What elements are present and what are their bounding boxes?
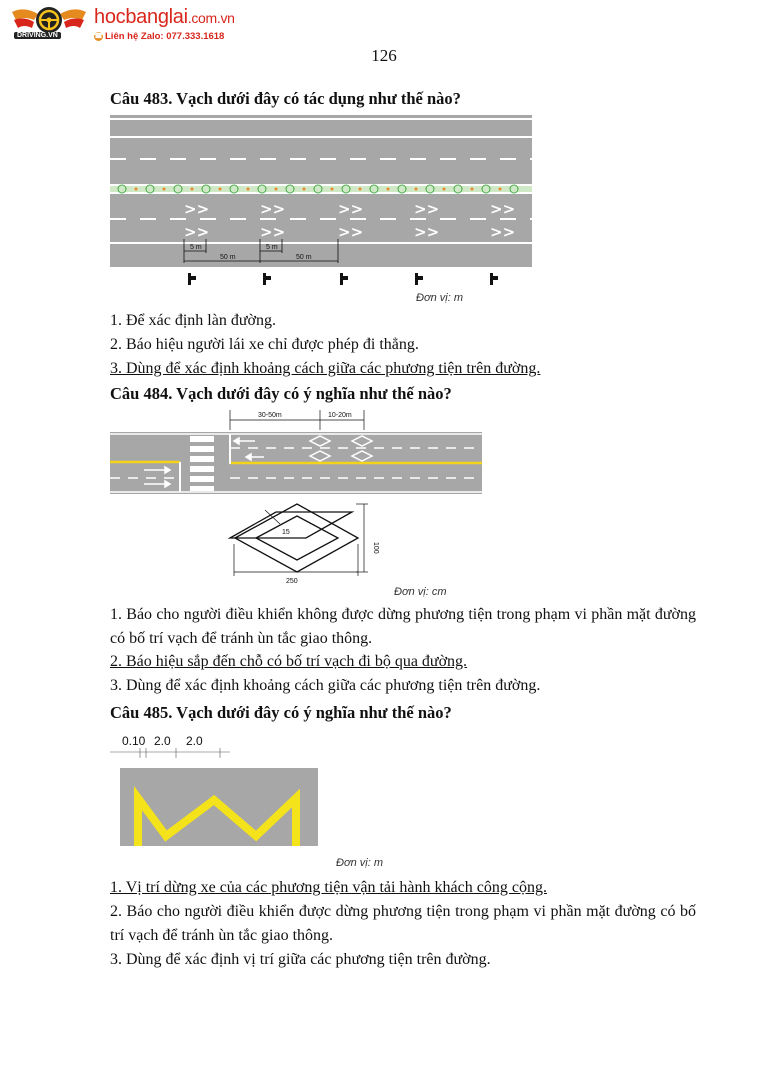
dim-label: 15 [282, 529, 290, 536]
brand-label: DRIVING.VN [14, 32, 61, 39]
dim-label: 50 m [296, 254, 312, 261]
dim-label: 50 m [220, 254, 236, 261]
question-title: Câu 484. Vạch dưới đây có ý nghĩa như thế nào? [110, 384, 452, 403]
figure-pedestrian-crossing-warning [110, 406, 482, 602]
question-title: Câu 483. Vạch dưới đây có tác dụng như thế nào? [110, 89, 461, 108]
unit-label: Đơn vị: m [336, 857, 383, 869]
answer-option-correct[interactable]: 3. Dùng để xác định khoảng cách giữa các phương tiện trên đường. [110, 360, 541, 377]
site-logo[interactable] [10, 4, 240, 44]
dim-label: 250 [286, 578, 298, 585]
answer-option[interactable]: 3. Dùng để xác định khoảng cách giữa các phương tiện trên đường. [110, 677, 541, 694]
answer-option[interactable]: 1. Báo cho người điều khiển không được dừng phương tiện trong phạm vi phần mặt đường có bố trí vạch để tránh ùn tắc giao thông. [110, 606, 696, 647]
answer-option[interactable]: 2. Báo hiệu người lái xe chỉ được phép đi thẳng. [110, 336, 419, 353]
question-title: Câu 485. Vạch dưới đây có ý nghĩa như thế nào? [110, 703, 452, 722]
site-name: hocbanglai.com.vn [94, 6, 235, 28]
dim-label: 100 [372, 542, 379, 554]
figure-bus-stop-zigzag [110, 728, 410, 874]
svg-text:>>: >> [338, 200, 364, 218]
page-number: 126 [371, 46, 397, 65]
dim-label: 30-50m [258, 412, 282, 419]
svg-text:>>: >> [490, 200, 516, 218]
answer-option-correct[interactable]: 2. Báo hiệu sắp đến chỗ có bố trí vạch đi bộ qua đường. [110, 653, 468, 670]
unit-label: Đơn vị: m [416, 292, 463, 304]
dim-label: 2.0 [154, 734, 171, 748]
dim-label: 0.10 [122, 734, 146, 748]
svg-text:>>: >> [414, 223, 440, 241]
svg-text:>>: >> [184, 223, 210, 241]
svg-text:>>: >> [490, 223, 516, 241]
svg-text:>>: >> [260, 200, 286, 218]
svg-text:>>: >> [184, 200, 210, 218]
dim-label: 5 m [266, 244, 278, 251]
phone-icon: ☎ [94, 32, 103, 40]
figure-lane-distance-markings [110, 113, 532, 305]
answer-option[interactable]: 3. Dùng để xác định vị trí giữa các phương tiện trên đường. [110, 951, 491, 968]
svg-text:>>: >> [338, 223, 364, 241]
svg-text:>>: >> [414, 200, 440, 218]
unit-label: Đơn vị: cm [394, 586, 447, 598]
svg-text:>>: >> [260, 223, 286, 241]
answer-option-correct[interactable]: 1. Vị trí dừng xe của các phương tiện vận tải hành khách công cộng. [110, 879, 547, 896]
dim-label: 10-20m [328, 412, 352, 419]
dim-label: 5 m [190, 244, 202, 251]
contact-line: ☎ Liên hệ Zalo: 077.333.1618 [94, 31, 225, 42]
answer-option[interactable]: 1. Để xác định làn đường. [110, 312, 276, 329]
answer-option[interactable]: 2. Báo cho người điều khiển được dừng phương tiện trong phạm vi phần mặt đường có bố trí vạch để tránh ùn tắc giao thông. [110, 903, 696, 944]
dim-label: 2.0 [186, 734, 203, 748]
